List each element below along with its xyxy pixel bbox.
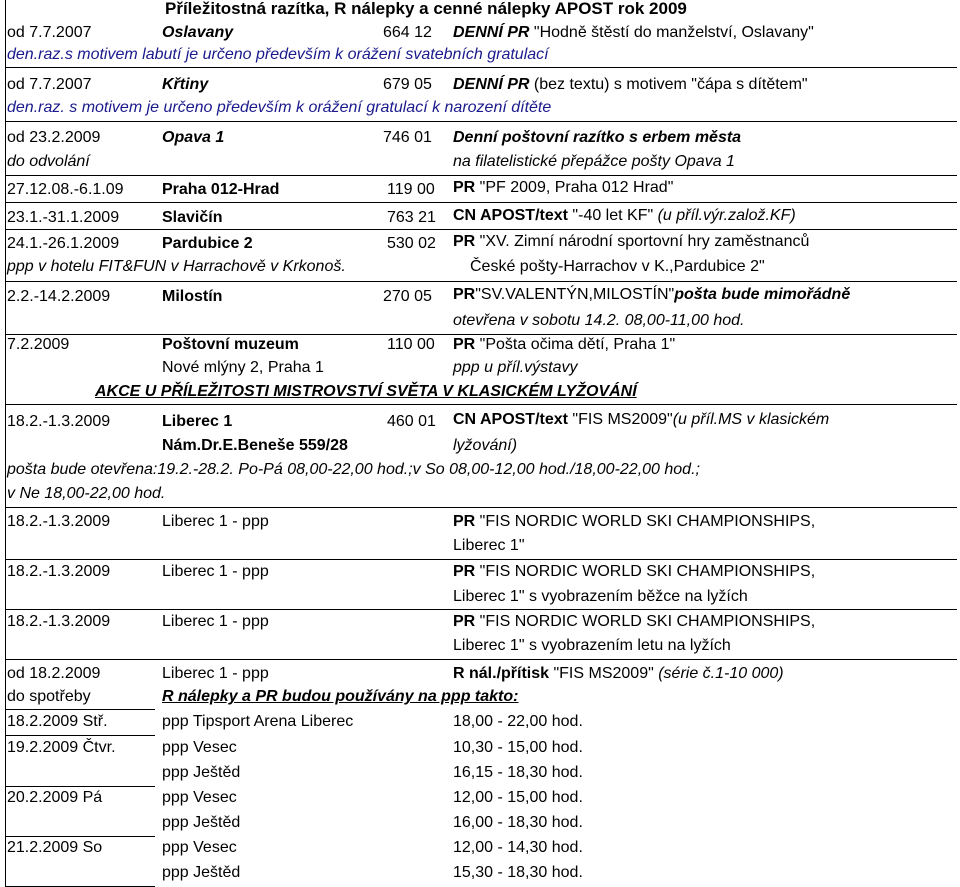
divider xyxy=(5,67,957,68)
schedule-hours: 12,00 - 14,30 hod. xyxy=(453,839,583,856)
entry-text: R nál./přítisk "FIS MS2009" (série č.1-10 000) xyxy=(453,665,784,682)
entry-date: 24.1.-26.1.2009 xyxy=(7,235,120,252)
entry-text: DENNÍ PR (bez textu) s motivem "čápa s dítětem" xyxy=(453,76,808,93)
entry-code: 110 00 xyxy=(387,336,435,353)
row-date: 18.2.-1.3.2009 xyxy=(7,563,111,580)
schedule-day: 19.2.2009 Čtvr. xyxy=(7,739,116,756)
row-text-2: Liberec 1" xyxy=(453,537,525,554)
schedule-day: 21.2.2009 So xyxy=(7,839,103,856)
entry-date: 23.1.-31.1.2009 xyxy=(7,209,120,226)
entry-place: Milostín xyxy=(162,288,223,305)
divider xyxy=(5,175,957,176)
entry-note: den.raz. s motivem je určeno především k orážení gratulací k narození dítěte xyxy=(7,99,552,116)
entry-place: Opava 1 xyxy=(162,129,225,146)
entry-place-2: Nové mlýny 2, Praha 1 xyxy=(162,359,324,376)
left-border xyxy=(5,0,6,887)
divider xyxy=(5,229,957,230)
entry-text: PR "XV. Zimní národní sportovní hry zaměstnanců xyxy=(453,233,810,250)
schedule-hours: 16,15 - 18,30 hod. xyxy=(453,764,583,781)
entry-code: 460 01 xyxy=(387,413,436,430)
entry-date: 2.2.-14.2.2009 xyxy=(7,288,111,305)
divider xyxy=(5,507,957,508)
divider xyxy=(5,121,957,122)
row-place: Liberec 1 - ppp xyxy=(162,513,269,530)
schedule-hours: 16,00 - 18,30 hod. xyxy=(453,814,583,831)
entry-code: 679 05 xyxy=(383,76,432,93)
entry-place: Praha 012-Hrad xyxy=(162,181,280,198)
entry-date: od 18.2.2009 xyxy=(7,665,101,682)
entry-code: 530 02 xyxy=(387,235,436,252)
divider xyxy=(5,786,155,787)
entry-note: den.raz.s motivem labutí je určeno především k orážení svatebních gratulací xyxy=(7,46,549,63)
entry-code: 119 00 xyxy=(387,181,435,198)
entry-text: Denní poštovní razítko s erbem města xyxy=(453,129,742,146)
entry-line-2b: České pošty-Harrachov v K.,Pardubice 2" xyxy=(470,258,765,275)
row-date: 18.2.-1.3.2009 xyxy=(7,513,111,530)
divider xyxy=(5,281,957,282)
entry-place: Pardubice 2 xyxy=(162,235,253,252)
usage-heading: R nálepky a PR budou používány na ppp takto: xyxy=(162,688,519,705)
schedule-place: ppp Ještěd xyxy=(162,814,241,831)
entry-note: ppp u příl.výstavy xyxy=(453,359,578,376)
row-text-2: Liberec 1" s vyobrazením letu na lyžích xyxy=(453,637,731,654)
schedule-place: ppp Vesec xyxy=(162,739,237,756)
row-text: PR "FIS NORDIC WORLD SKI CHAMPIONSHIPS, xyxy=(453,513,816,530)
entry-place: Oslavany xyxy=(162,24,234,41)
row-text-2: Liberec 1" s vyobrazením běžce na lyžích xyxy=(453,588,748,605)
entry-place: Křtiny xyxy=(162,76,209,93)
entry-text: PR "PF 2009, Praha 012 Hrad" xyxy=(453,179,674,196)
schedule-place: ppp Vesec xyxy=(162,789,237,806)
entry-code: 664 12 xyxy=(383,24,432,41)
divider xyxy=(5,559,957,560)
entry-text: CN APOST/text "-40 let KF" (u příl.výr.založ.KF) xyxy=(453,207,796,224)
entry-text-2: na filatelistické přepážce pošty Opava 1 xyxy=(453,153,735,170)
schedule-place: ppp Ještěd xyxy=(162,764,241,781)
entry-place: Poštovní muzeum xyxy=(162,336,299,353)
entry-date: 27.12.08.-6.1.09 xyxy=(7,181,124,198)
entry-text: CN APOST/text "FIS MS2009"(u příl.MS v klasickém xyxy=(453,411,830,428)
schedule-place: ppp Vesec xyxy=(162,839,237,856)
section-heading: AKCE U PŘÍLEŽITOSTI MISTROVSTVÍ SVĚTA V KLASICKÉM LYŽOVÁNÍ xyxy=(95,383,637,400)
entry-code: 746 01 xyxy=(383,129,432,146)
divider xyxy=(5,735,155,736)
entry-date: 18.2.-1.3.2009 xyxy=(7,413,111,430)
schedule-day: 20.2.2009 Pá xyxy=(7,789,103,806)
entry-place: Liberec 1 xyxy=(162,413,233,430)
divider xyxy=(5,404,957,405)
opening-hours: pošta bude otevřena:19.2.-28.2. Po-Pá 08,00-22,00 hod.;v So 08,00-12,00 hod./18,00-22,00 hod.; xyxy=(7,461,700,478)
divider xyxy=(5,202,957,203)
entry-text: DENNÍ PR "Hodně štěstí do manželství, Oslavany" xyxy=(453,24,814,41)
page-title: Příležitostná razítka, R nálepky a cenné nálepky APOST rok 2009 xyxy=(165,0,687,18)
entry-place: Slavičín xyxy=(162,209,223,226)
entry-note-2: lyžování) xyxy=(453,437,518,454)
divider xyxy=(5,334,957,335)
schedule-day: 18.2.2009 Stř. xyxy=(7,713,108,730)
divider xyxy=(5,609,957,610)
row-text: PR "FIS NORDIC WORLD SKI CHAMPIONSHIPS, xyxy=(453,563,816,580)
entry-date: od 7.7.2007 xyxy=(7,76,92,93)
divider xyxy=(5,659,957,660)
entry-date-end: do odvolání xyxy=(7,153,90,170)
entry-place-2: Nám.Dr.E.Beneše 559/28 xyxy=(162,437,348,454)
schedule-place: ppp Tipsport Arena Liberec xyxy=(162,713,354,730)
divider xyxy=(5,836,155,837)
row-text: PR "FIS NORDIC WORLD SKI CHAMPIONSHIPS, xyxy=(453,613,816,630)
opening-hours-2: v Ne 18,00-22,00 hod. xyxy=(7,485,166,502)
entry-date: 7.2.2009 xyxy=(7,336,70,353)
entry-text: PR "Pošta očima dětí, Praha 1" xyxy=(453,336,676,353)
entry-place: Liberec 1 - ppp xyxy=(162,665,269,682)
divider xyxy=(5,709,155,710)
entry-line-2: ppp v hotelu FIT&FUN v Harrachově v Krkonoš. xyxy=(7,258,346,275)
schedule-hours: 15,30 - 18,30 hod. xyxy=(453,864,583,881)
entry-note-2: otevřena v sobotu 14.2. 08,00-11,00 hod. xyxy=(453,312,745,329)
entry-text: PR"SV.VALENTÝN,MILOSTÍN"pošta bude mimořádně xyxy=(453,286,851,303)
row-place: Liberec 1 - ppp xyxy=(162,613,269,630)
entry-date-end: do spotřeby xyxy=(7,688,91,705)
entry-date: od 7.7.2007 xyxy=(7,24,92,41)
schedule-hours: 12,00 - 15,00 hod. xyxy=(453,789,583,806)
row-place: Liberec 1 - ppp xyxy=(162,563,269,580)
row-date: 18.2.-1.3.2009 xyxy=(7,613,111,630)
entry-code: 270 05 xyxy=(383,288,432,305)
schedule-hours: 18,00 - 22,00 hod. xyxy=(453,713,583,730)
schedule-hours: 10,30 - 15,00 hod. xyxy=(453,739,583,756)
entry-date: od 23.2.2009 xyxy=(7,129,101,146)
schedule-place: ppp Ještěd xyxy=(162,864,241,881)
entry-code: 763 21 xyxy=(387,209,436,226)
